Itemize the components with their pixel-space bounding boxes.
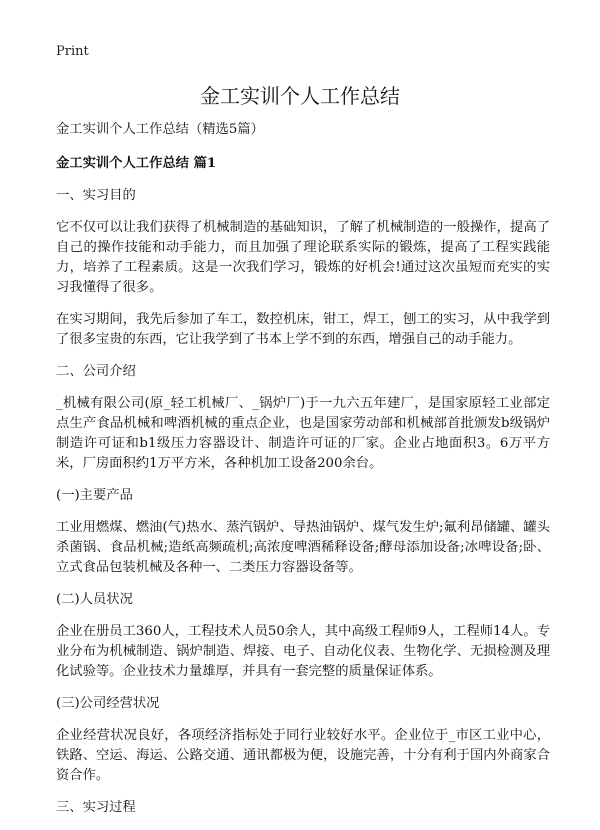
paragraph: 它不仅可以让我们获得了机械制造的基础知识，了解了机械制造的一般操作，提高了自己的操作技能和动手能力，而且加强了理论联系实际的锻炼，提高了工程实践能力，培养了工程素质。这是一次我们学习，锻炼的好机会!通过这次虽短而充实的实习我懂得了很多。: [56, 220, 550, 295]
section-heading: 一、实习目的: [56, 188, 136, 203]
section-title: 金工实训个人工作总结 篇1: [56, 156, 217, 171]
document-subtitle: 金工实训个人工作总结（精选5篇）: [56, 122, 264, 137]
subsection-heading: (三)公司经营状况: [56, 696, 160, 711]
print-link[interactable]: Print: [56, 44, 89, 59]
paragraph: 在实习期间，我先后参加了车工，数控机床，钳工，焊工，刨工的实习，从中我学到了很多宝贵的东西，它让我学到了书本上学不到的东西，增强自己的动手能力。: [56, 312, 550, 347]
paragraph: 工业用燃煤、燃油(气)热水、蒸汽锅炉、导热油锅炉、煤气发生炉;氟利昂储罐、罐头杀菌锅、食品机械;造纸高频疏机;高浓度啤酒稀释设备;酵母添加设备;冰啤设备;卧、立式食品包装机械及各种一、二类压力容器设备等。: [56, 520, 550, 575]
document-body: [56, 120, 550, 830]
paragraph: 企业在册员工360人，工程技术人员50余人，其中高级工程师9人，工程师14人。专业分布为机械制造、锅炉制造、焊接、电子、自动化仪表、生物化学、无损检测及理化试验等。企业技术力量雄厚，并具有一套完整的质量保证体系。: [56, 624, 550, 679]
paragraph: _机械有限公司(原_轻工机械厂、_锅炉厂)于一九六五年建厂，是国家原轻工业部定点生产食品机械和啤酒机械的重点企业，也是国家劳动部和机械部首批颁发b级锅炉制造许可证和b1级压力容器设计、制造许可证的厂家。企业占地面积3。6万平方米，厂房面积约1万平方米，各种机加工设备200余台。: [56, 396, 550, 471]
subsection-heading: (二)人员状况: [56, 592, 133, 607]
section-heading: 二、公司介绍: [56, 364, 136, 379]
page-title: 金工实训个人工作总结: [200, 84, 400, 108]
subsection-heading: (一)主要产品: [56, 488, 133, 503]
section-heading: 三、实习过程: [56, 800, 136, 815]
paragraph: 企业经营状况良好，各项经济指标处于同行业较好水平。企业位于_市区工业中心，铁路、空运、海运、公路交通、通讯都极为便，设施完善，十分有利于国内外商家合资合作。: [56, 728, 550, 783]
